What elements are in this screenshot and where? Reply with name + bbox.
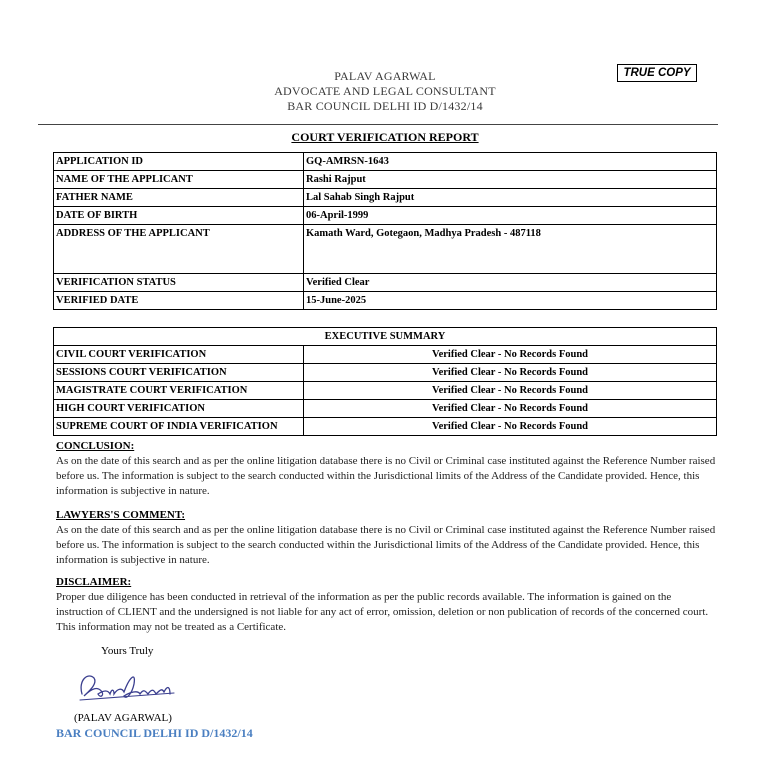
detail-value: 06-April-1999 [304,207,717,225]
detail-label: FATHER NAME [54,189,304,207]
summary-status: Verified Clear - No Records Found [304,382,717,400]
table-row [54,153,717,171]
table-row [54,189,717,207]
detail-label: APPLICATION ID [54,153,304,171]
detail-label: ADDRESS OF THE APPLICANT [54,225,304,274]
detail-label: VERIFIED DATE [54,292,304,310]
disclaimer-text: Proper due diligence has been conducted in retrieval of the information as per the public records available. The information is gained on the instruction of CLIENT and the undersigned is not liable for any act of error, omission, deletion or non publication of records of the concerned court. This information may not be treated as a Certificate. [56,591,709,633]
detail-value: Verified Clear [304,274,717,292]
disclaimer-title: DISCLAIMER: [56,576,132,588]
summary-status: Verified Clear - No Records Found [304,418,717,436]
detail-label: DATE OF BIRTH [54,207,304,225]
summary-label: CIVIL COURT VERIFICATION [54,346,304,364]
table-row [54,382,717,400]
header-divider [38,124,718,125]
table-row [54,346,717,364]
summary-status: Verified Clear - No Records Found [304,364,717,382]
executive-summary-table [53,327,717,436]
detail-value: 15-June-2025 [304,292,717,310]
detail-value: Rashi Rajput [304,171,717,189]
details-table [53,152,717,310]
detail-value: Kamath Ward, Gotegaon, Madhya Pradesh - 487118 [304,225,717,274]
bar-council-id: BAR COUNCIL DELHI ID D/1432/14 [287,99,483,113]
summary-status: Verified Clear - No Records Found [304,346,717,364]
summary-label: SUPREME COURT OF INDIA VERIFICATION [54,418,304,436]
lawyer-title: ADVOCATE AND LEGAL CONSULTANT [274,84,496,98]
disclaimer-section [56,575,716,635]
detail-label: VERIFICATION STATUS [54,274,304,292]
summary-label: SESSIONS COURT VERIFICATION [54,364,304,382]
report-title: COURT VERIFICATION REPORT [291,130,479,144]
detail-value: GQ-AMRSN-1643 [304,153,717,171]
detail-label: NAME OF THE APPLICANT [54,171,304,189]
detail-value: Lal Sahab Singh Rajput [304,189,717,207]
lawyers-comment-section [56,508,716,568]
conclusion-section [56,439,716,499]
table-row [54,292,717,310]
table-row [54,171,717,189]
signatory-bar-id: BAR COUNCIL DELHI ID D/1432/14 [56,726,253,740]
signatory-name: (PALAV AGARWAL) [74,712,172,724]
table-row [54,207,717,225]
table-row [54,400,717,418]
true-copy-stamp: TRUE COPY [617,64,697,82]
signature [74,666,184,711]
summary-status: Verified Clear - No Records Found [304,400,717,418]
conclusion-text: As on the date of this search and as per the online litigation database there is no Civil or Criminal case instituted against the Reference Number raised before us. The information is subject to the search conducted within the Jurisdictional limits of the Address of the Candidate provided. Hence, this information is subjective in nature. [56,455,716,497]
table-row [54,364,717,382]
yours-truly: Yours Truly [101,645,154,657]
summary-label: MAGISTRATE COURT VERIFICATION [54,382,304,400]
lawyers-comment-title: LAWYERS'S COMMENT: [56,509,186,521]
table-row [54,274,717,292]
summary-heading: EXECUTIVE SUMMARY [54,328,717,346]
lawyer-name: PALAV AGARWAL [334,69,436,83]
summary-label: HIGH COURT VERIFICATION [54,400,304,418]
conclusion-title: CONCLUSION: [56,440,135,452]
table-row [54,418,717,436]
lawyers-comment-text: As on the date of this search and as per the online litigation database there is no Civil or Criminal case instituted against the Reference Number raised before us. The information is subject to the search conducted within the Jurisdictional limits of the Address of the Candidate provided. Hence, this information is subjective in nature. [56,524,716,566]
table-row [54,225,717,274]
table-header-row [54,328,717,346]
